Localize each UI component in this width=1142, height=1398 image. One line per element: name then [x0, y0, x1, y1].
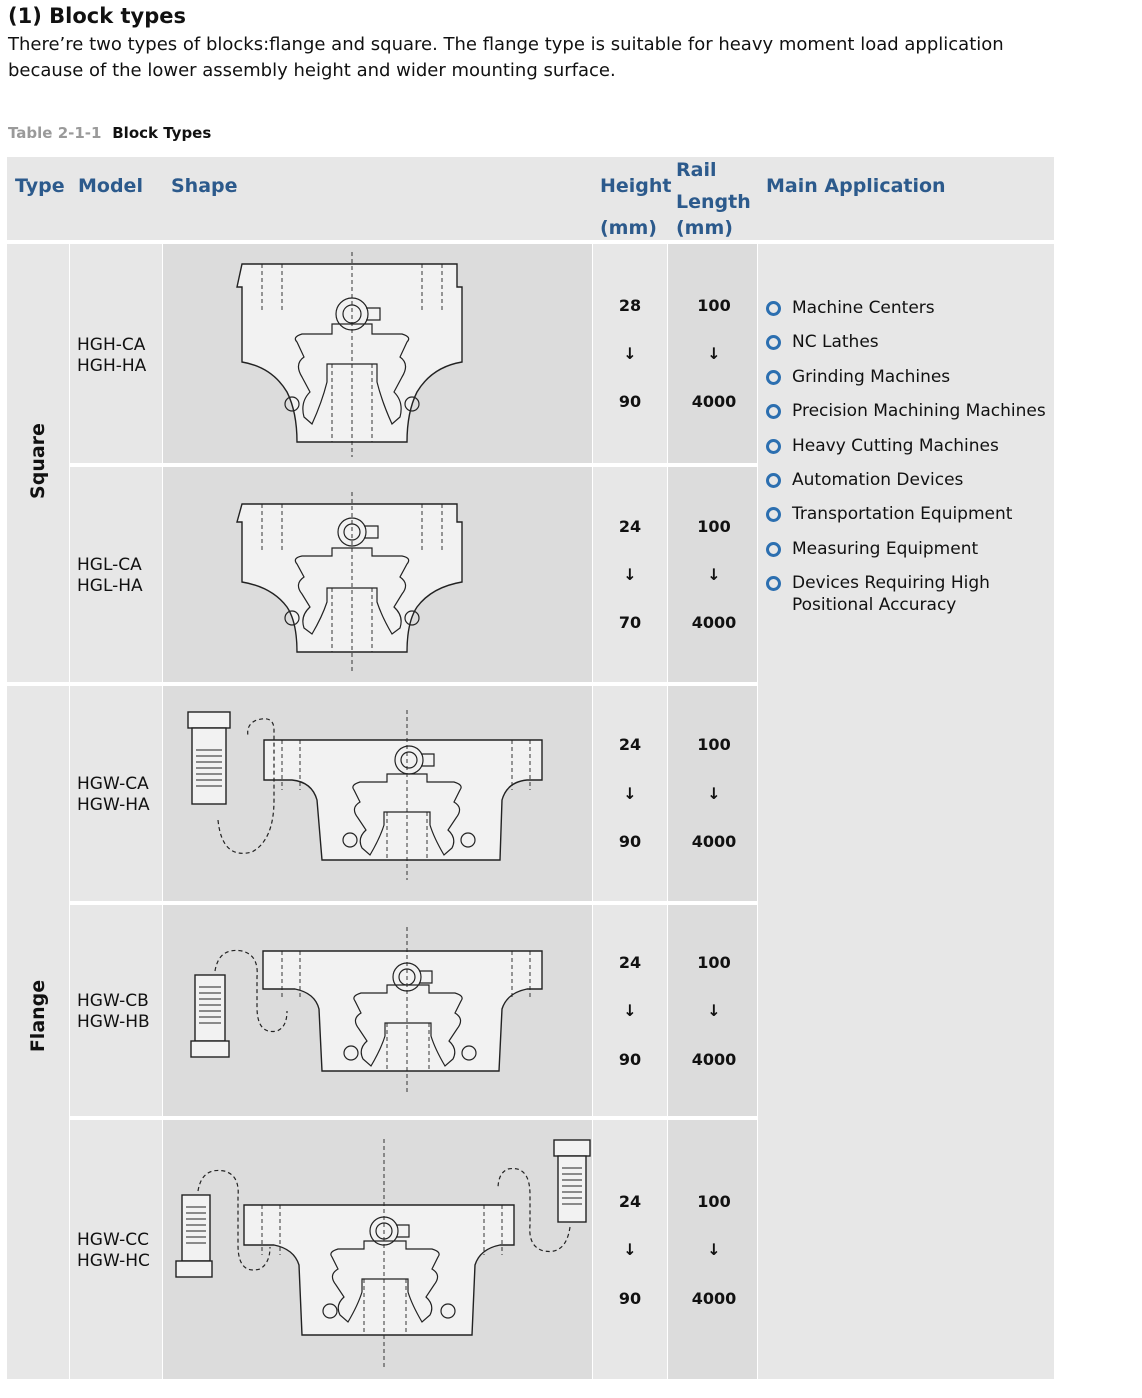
circle-bullet-icon: [766, 335, 781, 350]
rail-max-1: 4000: [691, 613, 737, 632]
application-item: Automation Devices: [765, 469, 1055, 491]
rail-min-4: 100: [697, 1192, 731, 1211]
circle-bullet-icon: [766, 439, 781, 454]
header-height-unit: (mm): [600, 217, 657, 239]
header-rail-unit: (mm): [676, 217, 733, 239]
section-intro: There’re two types of blocks:flange and square. The flange type is suitable for heavy moment load application because of the lower assembly height and wider mounting surface.: [8, 34, 1004, 81]
height-max-3: 90: [618, 1050, 642, 1069]
model-label-3: HGW-CB HGW-HB: [77, 991, 150, 1032]
header-main-application: Main Application: [766, 175, 946, 197]
height-arrow-1: ↓: [623, 565, 637, 584]
table-caption-title: Block Types: [112, 124, 212, 142]
rail-arrow-2: ↓: [707, 784, 721, 803]
circle-bullet-icon: [766, 370, 781, 385]
height-arrow-2: ↓: [623, 784, 637, 803]
type-label-flange: Flange: [27, 979, 49, 1053]
application-item: Machine Centers: [765, 297, 1055, 319]
height-min-2: 24: [618, 735, 642, 754]
section-heading: (1) Block types: [8, 4, 186, 28]
application-item: NC Lathes: [765, 331, 1055, 353]
model-label-0: HGH-CA HGH-HA: [77, 335, 147, 376]
block-drawing-hgh: [232, 252, 467, 457]
rail-min-2: 100: [697, 735, 731, 754]
header-model: Model: [78, 175, 143, 197]
rail-arrow-0: ↓: [707, 344, 721, 363]
table-caption-number: Table 2-1-1: [8, 124, 102, 142]
model-label-1: HGL-CA HGL-HA: [77, 555, 143, 596]
model-label-4: HGW-CC HGW-HC: [77, 1230, 150, 1271]
block-drawing-hgw-cb: [187, 927, 547, 1092]
header-rail-2: Length: [676, 191, 751, 213]
application-item: Devices Requiring High Positional Accuracy: [765, 572, 992, 616]
height-arrow-0: ↓: [623, 344, 637, 363]
height-max-0: 90: [618, 392, 642, 411]
rail-max-0: 4000: [691, 392, 737, 411]
header-shape: Shape: [171, 175, 238, 197]
circle-bullet-icon: [766, 404, 781, 419]
height-max-4: 90: [618, 1289, 642, 1308]
rail-max-4: 4000: [691, 1289, 737, 1308]
type-label-square: Square: [27, 423, 49, 499]
block-drawing-hgl: [232, 492, 467, 672]
rail-arrow-4: ↓: [707, 1240, 721, 1259]
table-caption: [8, 124, 211, 142]
application-item: Measuring Equipment: [765, 538, 1055, 560]
header-type: Type: [15, 175, 65, 197]
height-min-1: 24: [618, 517, 642, 536]
block-types-table: [7, 157, 1054, 1379]
height-arrow-3: ↓: [623, 1001, 637, 1020]
application-list: [765, 297, 1055, 629]
header-rail-1: Rail: [676, 159, 717, 181]
circle-bullet-icon: [766, 507, 781, 522]
rail-max-2: 4000: [691, 832, 737, 851]
height-max-1: 70: [618, 613, 642, 632]
application-item: Heavy Cutting Machines: [765, 435, 1055, 457]
rail-arrow-3: ↓: [707, 1001, 721, 1020]
application-item: Grinding Machines: [765, 366, 1055, 388]
application-item: Precision Machining Machines: [765, 400, 1055, 422]
circle-bullet-icon: [766, 576, 781, 591]
circle-bullet-icon: [766, 473, 781, 488]
model-label-2: HGW-CA HGW-HA: [77, 774, 150, 815]
circle-bullet-icon: [766, 542, 781, 557]
height-arrow-4: ↓: [623, 1240, 637, 1259]
height-min-0: 28: [618, 296, 642, 315]
block-drawing-hgw-cc: [172, 1135, 592, 1367]
header-height: Height: [600, 175, 672, 197]
height-max-2: 90: [618, 832, 642, 851]
rail-arrow-1: ↓: [707, 565, 721, 584]
rail-min-3: 100: [697, 953, 731, 972]
rail-min-0: 100: [697, 296, 731, 315]
height-min-3: 24: [618, 953, 642, 972]
application-item: Transportation Equipment: [765, 503, 1055, 525]
rail-min-1: 100: [697, 517, 731, 536]
block-drawing-hgw-ca: [182, 710, 547, 880]
height-min-4: 24: [618, 1192, 642, 1211]
circle-bullet-icon: [766, 301, 781, 316]
rail-max-3: 4000: [691, 1050, 737, 1069]
